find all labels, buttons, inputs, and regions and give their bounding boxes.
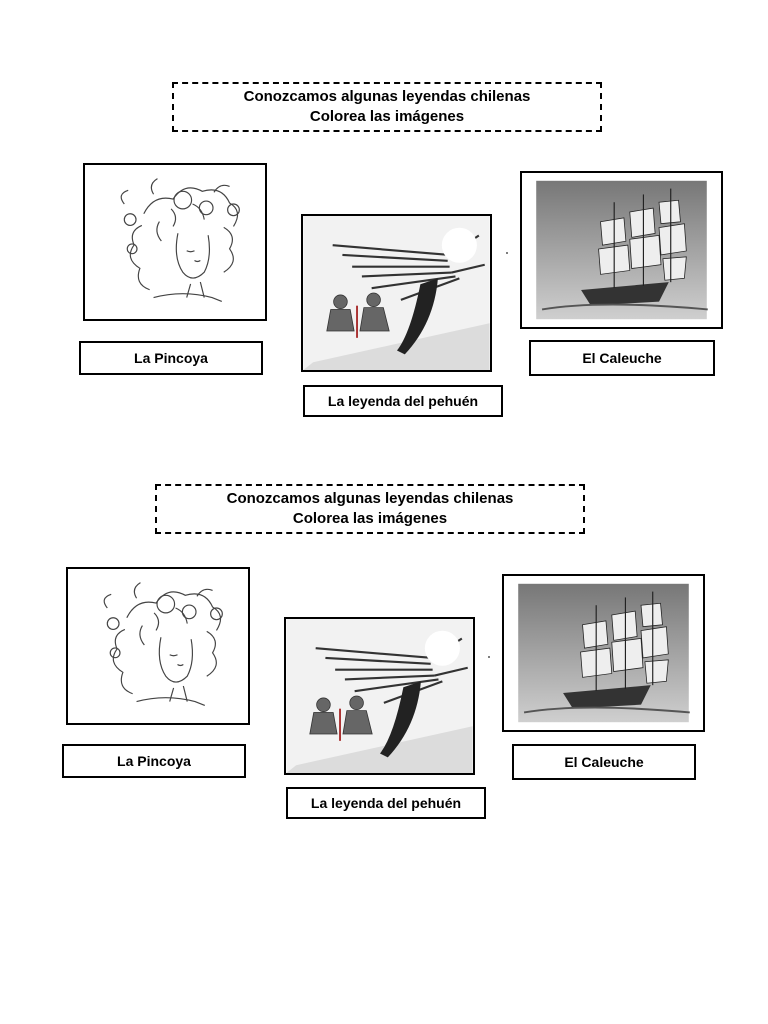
caleuche-image-frame [502, 574, 705, 732]
stray-dot [506, 252, 508, 254]
pehuen-image-frame [284, 617, 475, 775]
card-label-pehuen: La leyenda del pehuén [303, 385, 503, 417]
pincoya-image-frame [66, 567, 250, 725]
pincoya-illustration [85, 165, 265, 319]
heading-box [172, 82, 602, 132]
pehuen-illustration [303, 216, 490, 370]
pincoya-image-frame [83, 163, 267, 321]
heading-line-2: Colorea las imágenes [292, 510, 448, 527]
heading-line-2: Colorea las imágenes [309, 108, 465, 125]
stray-dot [488, 656, 490, 658]
caleuche-ship-illustration [522, 173, 721, 327]
card-label-pincoya: La Pincoya [62, 744, 246, 778]
caleuche-image-frame [520, 171, 723, 329]
card-label-caleuche: El Caleuche [512, 744, 696, 780]
pehuen-image-frame [301, 214, 492, 372]
card-label-pincoya: La Pincoya [79, 341, 263, 375]
caleuche-ship-illustration [504, 576, 703, 730]
worksheet-copy-top [0, 80, 768, 440]
card-label-caleuche: El Caleuche [529, 340, 715, 376]
heading-line-1: Conozcamos algunas leyendas chilenas [243, 88, 531, 105]
pehuen-illustration [286, 619, 473, 773]
heading-box [155, 484, 585, 534]
worksheet-copy-bottom [0, 482, 768, 842]
card-label-pehuen: La leyenda del pehuén [286, 787, 486, 819]
pincoya-illustration [68, 569, 248, 723]
heading-line-1: Conozcamos algunas leyendas chilenas [226, 490, 514, 507]
